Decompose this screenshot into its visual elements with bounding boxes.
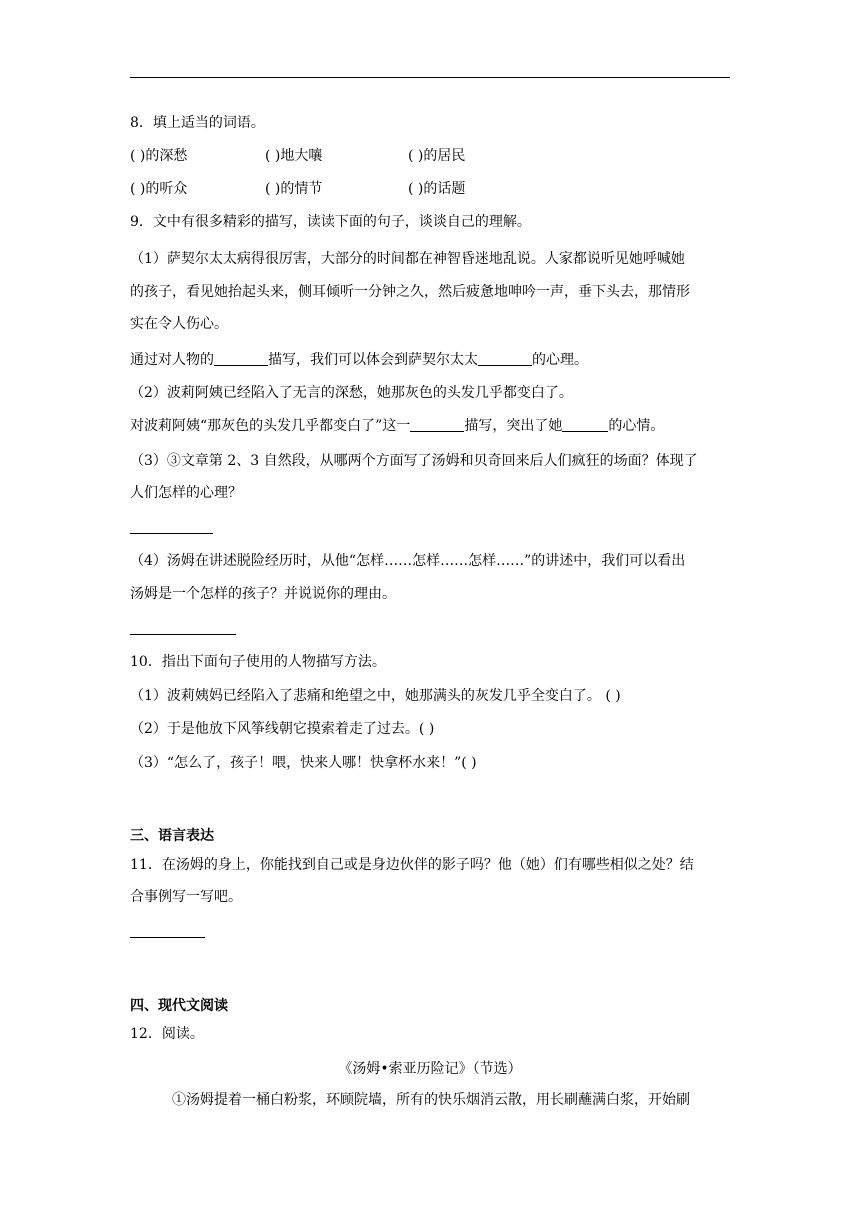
q9-s2-line: （2）波莉阿姨已经陷入了无言的深愁，她那灰色的头发几乎都变白了。 [130,385,573,401]
q8-item: ( )地大嚷 [265,148,323,164]
q9-s1-fill-text: 的心理。 [532,352,588,368]
passage-line: ①汤姆提着一桶白粉浆，环顾院墙，所有的快乐烟消云散，用长刷蘸满白浆，开始刷 [172,1092,690,1108]
q9-s1-fill-text: 描写，我们可以体会到萨契尔太太 [268,352,478,368]
top-rule [130,77,730,78]
answer-line[interactable] [130,634,236,635]
q9-s4-line: （4）汤姆在讲述脱险经历时，从他“怎样……怎样……怎样……”的讲述中，我们可以看出 [130,553,686,569]
answer-blank[interactable] [478,351,532,366]
q9-s1-line: 的孩子，看见她抬起头来，侧耳倾听一分钟之久，然后疲惫地呻吟一声，垂下头去，那情形 [130,284,690,300]
q11-line: 合事例写一写吧。 [130,889,242,905]
q8-item: ( )的情节 [265,181,323,197]
answer-blank[interactable] [562,417,608,432]
answer-blank[interactable] [410,417,464,432]
q11-line: 11．在汤姆的身上，你能找到自己或是身边伙伴的影子吗？他（她）们有哪些相似之处？结 [130,857,694,873]
section-heading: 三、语言表达 [130,828,214,844]
q9-s1-line: 实在令人伤心。 [130,316,228,332]
q10-item: （1）波莉姨妈已经陷入了悲痛和绝望之中，她那满头的灰发几乎全变白了。 ( ) [130,688,621,704]
q9-s1-fill-text: 通过对人物的 [130,352,214,368]
answer-line[interactable] [130,533,213,534]
q9-s3-line: （3）③文章第 2、3 自然段，从哪两个方面写了汤姆和贝奇回来后人们疯狂的场面？体现了 [130,453,698,469]
passage-title: 《汤姆•索亚历险记》（节选） [338,1061,522,1077]
q8-item: ( )的话题 [408,181,466,197]
q8-row-2 [130,179,465,199]
q9-title: 9．文中有很多精彩的描写，读读下面的句子，谈谈自己的理解。 [130,214,531,230]
q8-item: ( )的居民 [408,148,466,164]
q9-s2-fill [130,416,664,436]
q8-item: ( )的听众 [130,181,188,197]
q12-title: 12．阅读。 [130,1026,204,1042]
q9-s2-fill-text: 对波莉阿姨“那灰色的头发几乎都变白了”这一 [130,418,411,434]
q9-s1-line: （1）萨契尔太太病得很厉害，大部分的时间都在神智昏迷地乱说。人家都说听见她呼喊她 [130,251,685,267]
q9-s2-fill-text: 描写，突出了她 [464,418,563,434]
q9-s4-line: 汤姆是一个怎样的孩子？并说说你的理由。 [130,586,396,602]
q9-s3-line: 人们怎样的心理？ [130,485,242,501]
answer-line[interactable] [130,937,205,938]
q10-title: 10．指出下面句子使用的人物描写方法。 [130,654,386,670]
q8-row-1 [130,146,465,166]
q8-title: 8．填上适当的词语。 [130,115,265,131]
q8-item: ( )的深愁 [130,148,188,164]
q10-item: （2）于是他放下风筝线朝它摸索着走了过去。( ) [130,721,435,737]
q9-s1-fill [130,350,588,370]
answer-blank[interactable] [214,351,268,366]
section-heading: 四、现代文阅读 [130,998,228,1014]
q9-s2-fill-text: 的心情。 [608,418,665,434]
q10-item: （3）“怎么了，孩子！喂，快来人哪！快拿杯水来！”( ) [130,755,477,771]
